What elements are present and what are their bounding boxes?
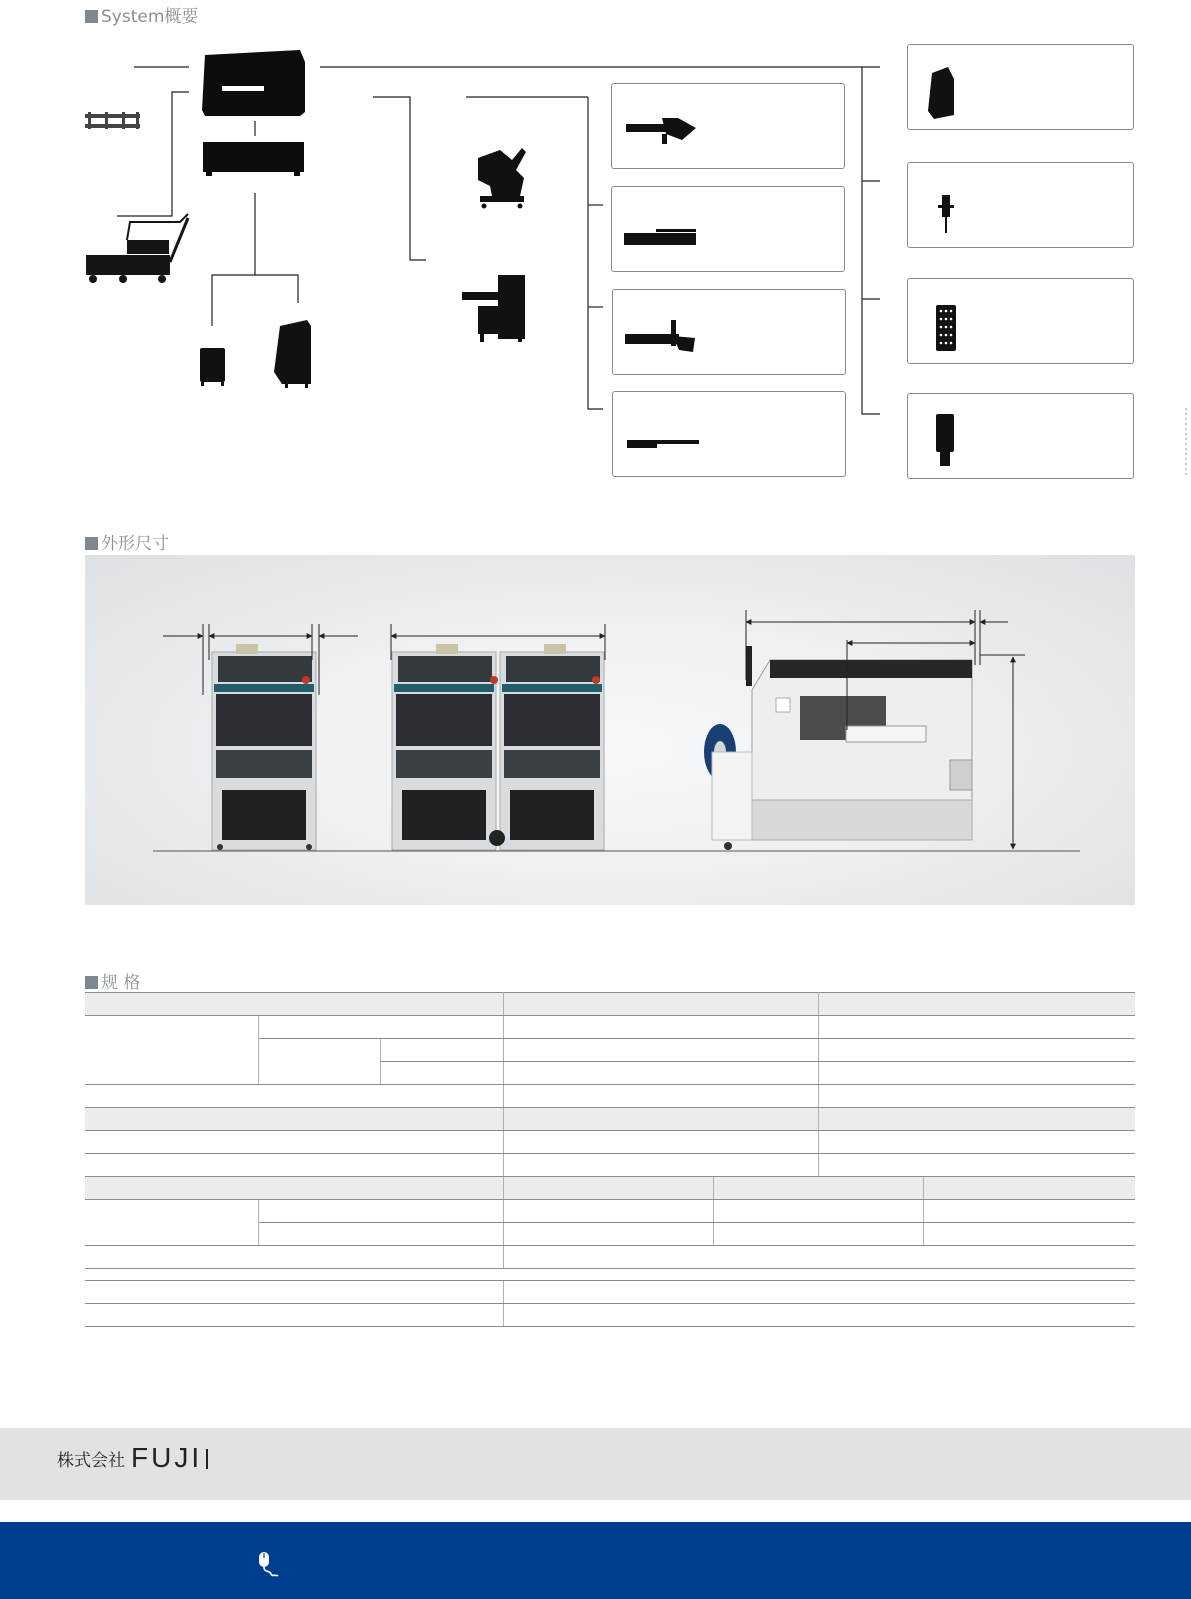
table-row bbox=[85, 1154, 1135, 1177]
table-cell bbox=[258, 1200, 503, 1223]
table-cell bbox=[85, 1200, 258, 1246]
table-cell bbox=[85, 1108, 503, 1131]
table-cell bbox=[713, 1200, 923, 1223]
table-cell bbox=[503, 1131, 818, 1154]
table-cell bbox=[85, 993, 503, 1016]
machine-front-double-image bbox=[392, 644, 604, 850]
table-cell bbox=[818, 993, 1135, 1016]
table-cell bbox=[380, 1062, 503, 1085]
table-cell bbox=[85, 1304, 503, 1327]
table-cell bbox=[503, 1016, 818, 1039]
table-cell bbox=[85, 1281, 503, 1304]
machine-side-image bbox=[704, 646, 972, 850]
table-row bbox=[85, 1269, 1135, 1281]
table-cell bbox=[818, 1085, 1135, 1108]
company-name-en: FUJI bbox=[131, 1442, 203, 1473]
specs-title: 规 格 bbox=[85, 968, 140, 993]
table-cell bbox=[503, 1108, 818, 1131]
table-cell bbox=[503, 1039, 818, 1062]
table-cell bbox=[818, 1154, 1135, 1177]
table-cell bbox=[85, 1131, 503, 1154]
table-cell bbox=[818, 1016, 1135, 1039]
table-cell bbox=[923, 1177, 1135, 1200]
table-cell bbox=[503, 1154, 818, 1177]
table-cell bbox=[503, 1177, 713, 1200]
table-cell bbox=[85, 1177, 503, 1200]
table-cell bbox=[713, 1177, 923, 1200]
table-cell bbox=[85, 1246, 503, 1269]
table-cell bbox=[258, 1223, 503, 1246]
table-cell bbox=[503, 1281, 1135, 1304]
system-overview-title: System概要 bbox=[85, 2, 198, 27]
spec-table bbox=[85, 992, 1135, 1327]
table-cell bbox=[503, 1200, 713, 1223]
table-row bbox=[85, 1085, 1135, 1108]
table-cell bbox=[258, 1039, 380, 1085]
table-row bbox=[85, 1304, 1135, 1327]
table-cell bbox=[818, 1039, 1135, 1062]
section-square-icon bbox=[85, 976, 98, 989]
table-cell bbox=[85, 1269, 1135, 1281]
table-cell bbox=[503, 1304, 1135, 1327]
table-cell bbox=[85, 1085, 503, 1108]
mouse-icon bbox=[256, 1550, 280, 1578]
company-logo bbox=[57, 1444, 208, 1472]
table-cell bbox=[503, 1085, 818, 1108]
table-cell bbox=[85, 1154, 503, 1177]
table-cell bbox=[380, 1039, 503, 1062]
spec-header-row bbox=[85, 1177, 1135, 1200]
table-cell bbox=[818, 1108, 1135, 1131]
table-cell bbox=[923, 1223, 1135, 1246]
table-row bbox=[85, 1246, 1135, 1269]
table-row bbox=[85, 1281, 1135, 1304]
table-row bbox=[85, 1200, 1135, 1223]
spec-header-row bbox=[85, 1108, 1135, 1131]
spec-header-row bbox=[85, 993, 1135, 1016]
table-cell bbox=[258, 1016, 503, 1039]
table-cell bbox=[713, 1223, 923, 1246]
dimensions-title: 外形尺寸 bbox=[85, 529, 169, 554]
table-cell bbox=[818, 1131, 1135, 1154]
table-cell bbox=[85, 1016, 258, 1085]
table-cell bbox=[503, 1246, 1135, 1269]
table-cell bbox=[503, 1062, 818, 1085]
machine-front-single-image bbox=[212, 644, 316, 850]
table-cell bbox=[923, 1200, 1135, 1223]
table-cell bbox=[818, 1062, 1135, 1085]
table-cell bbox=[503, 1223, 713, 1246]
footer-contact-band bbox=[0, 1522, 1191, 1599]
table-cell bbox=[503, 993, 818, 1016]
company-name-jp: 株式会社 bbox=[57, 1451, 125, 1471]
logo-bar bbox=[206, 1449, 208, 1469]
table-row bbox=[85, 1016, 1135, 1039]
table-row bbox=[85, 1131, 1135, 1154]
